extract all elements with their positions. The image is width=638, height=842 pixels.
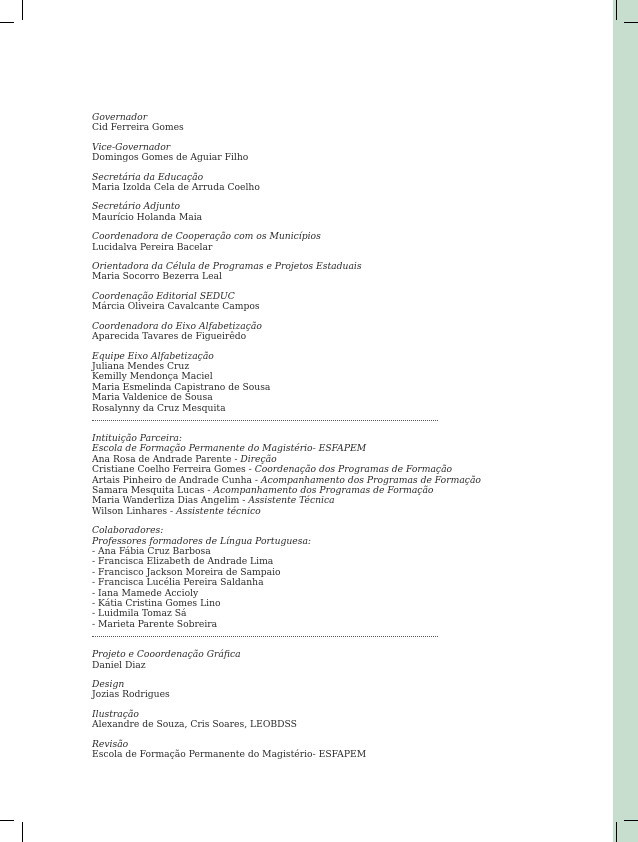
collaborator-name: - Francisco Jackson Moreira de Sampaio (92, 566, 281, 578)
production-section (92, 650, 452, 760)
collaborators-sublabel: Professores formadores de Língua Portuguesa: (92, 535, 312, 547)
government-section (92, 113, 452, 414)
credit-role: Projeto e Cooordenação Gráfica (92, 649, 241, 661)
crop-mark-top-left-h (0, 22, 14, 23)
partner-member: Samara Mesquita Lucas - Acompanhamento dos Programas de Formação (92, 484, 434, 496)
partner-institution: Escola de Formação Permanente do Magistério- ESFAPEM (92, 443, 367, 455)
credit-block (92, 232, 452, 253)
credit-role: Ilustração (92, 708, 139, 720)
credit-role: Secretário Adjunto (92, 201, 181, 213)
credit-block (92, 262, 452, 283)
partner-member: Maria Wanderliza Dias Angelim - Assistente Técnica (92, 495, 335, 507)
credit-name: Kemilly Mendonça Maciel (92, 371, 213, 383)
collaborators-label: Colaboradores: (92, 525, 164, 537)
credit-block (92, 650, 452, 671)
dotted-divider (92, 420, 438, 421)
crop-mark-top-left-v (22, 0, 23, 20)
credit-name: Daniel Diaz (92, 659, 146, 671)
partner-label: Intituição Parceira: (92, 432, 182, 444)
credit-block (92, 292, 452, 313)
credit-block (92, 202, 452, 223)
credit-role: Coordenadora do Eixo Alfabetização (92, 320, 262, 332)
collaborator-name: - Francisca Lucélia Pereira Saldanha (92, 577, 264, 589)
credit-name: Maria Valdenice de Sousa (92, 392, 213, 404)
credit-block (92, 143, 452, 164)
dotted-divider (92, 636, 438, 637)
credit-name: Juliana Mendes Cruz (92, 360, 190, 372)
credit-block (92, 113, 452, 134)
credit-name: Cid Ferreira Gomes (92, 122, 184, 134)
credit-name: Domingos Gomes de Aguiar Filho (92, 152, 249, 164)
crop-mark-bottom-right-v (616, 822, 617, 842)
collaborators-section (92, 526, 452, 630)
credit-role: Equipe Eixo Alfabetização (92, 350, 214, 362)
partner-member: Wilson Linhares - Assistente técnico (92, 505, 261, 517)
credit-block (92, 173, 452, 194)
credit-name: Maria Izolda Cela de Arruda Coelho (92, 182, 260, 194)
collaborator-name: - Ana Fábia Cruz Barbosa (92, 546, 211, 557)
credit-role: Coordenação Editorial SEDUC (92, 290, 235, 302)
credit-block (92, 322, 452, 343)
credit-name: Maria Socorro Bezerra Leal (92, 271, 222, 283)
credits-page (92, 112, 481, 770)
collaborator-name: - Kátia Cristina Gomes Lino (92, 598, 221, 610)
partner-member: Ana Rosa de Andrade Parente - Direção (92, 453, 277, 465)
partner-member: Artais Pinheiro de Andrade Cunha - Acompanhamento dos Programas de Formação (92, 474, 481, 486)
credit-name: Maurício Holanda Maia (92, 211, 203, 223)
crop-mark-top-right-v (616, 0, 617, 20)
credit-role: Governador (92, 112, 148, 123)
crop-mark-bottom-left-h (0, 820, 14, 821)
collaborator-name: - Iana Mamede Accioly (92, 587, 199, 599)
crop-mark-top-right-h (624, 22, 638, 23)
credit-name: Alexandre de Souza, Cris Soares, LEOBDSS (92, 719, 297, 731)
partner-member: Cristiane Coelho Ferreira Gomes - Coordenação dos Programas de Formação (92, 464, 453, 476)
collaborator-name: - Francisca Elizabeth de Andrade Lima (92, 556, 274, 568)
credit-name: Lucidalva Pereira Bacelar (92, 241, 213, 253)
collaborator-name: - Marieta Parente Sobreira (92, 618, 218, 630)
credit-name: Maria Esmelinda Capistrano de Sousa (92, 381, 271, 393)
credit-role: Vice-Governador (92, 141, 171, 153)
credit-block (92, 710, 452, 731)
credit-role: Revisão (92, 738, 129, 750)
credit-name: Aparecida Tavares de Figueirêdo (92, 331, 247, 343)
crop-mark-bottom-right-h (624, 820, 638, 821)
green-side-strip (613, 0, 638, 842)
credit-role: Secretária da Educação (92, 171, 204, 183)
credit-name: Escola de Formação Permanente do Magistério- ESFAPEM (92, 749, 367, 761)
credit-block (92, 740, 452, 761)
credit-name: Jozias Rodrigues (92, 689, 170, 701)
credit-role: Orientadora da Célula de Programas e Projetos Estaduais (92, 261, 362, 273)
credit-role: Design (92, 679, 125, 691)
credit-name: Márcia Oliveira Cavalcante Campos (92, 301, 260, 313)
partner-section (92, 432, 481, 517)
credit-block (92, 352, 452, 414)
credit-block (92, 680, 452, 701)
credit-name: Rosalynny da Cruz Mesquita (92, 402, 226, 414)
collaborator-name: - Luidmila Tomaz Sá (92, 608, 187, 620)
crop-mark-bottom-left-v (22, 822, 23, 842)
credit-role: Coordenadora de Cooperação com os Municípios (92, 231, 321, 243)
